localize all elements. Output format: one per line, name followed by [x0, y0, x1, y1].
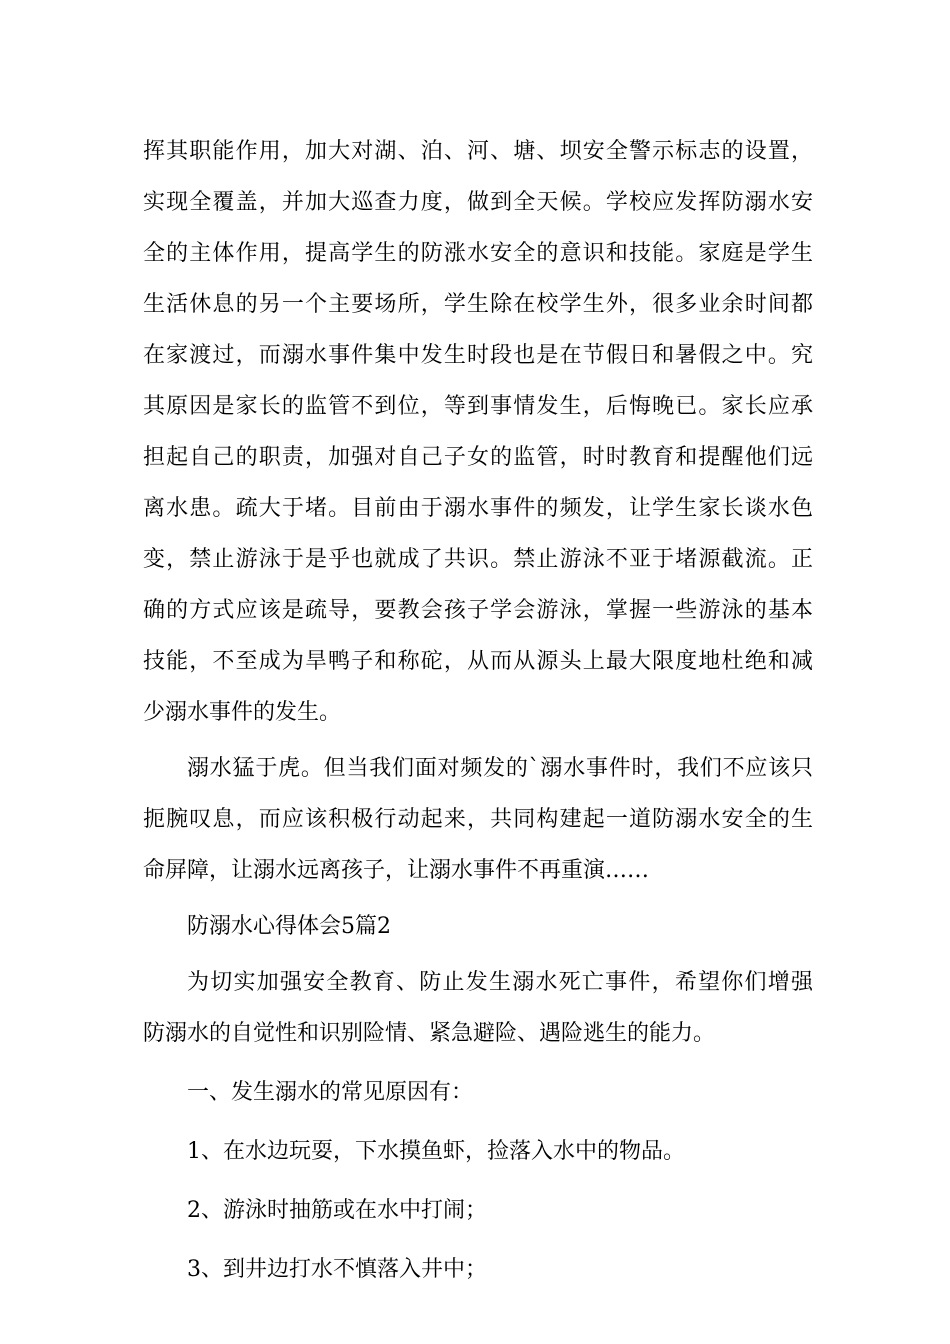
paragraph-line: 溺水猛于虎。但当我们面对频发的`溺水事件时，我们不应该只	[187, 756, 813, 781]
paragraph-line: 防溺水的自觉性和识别险情、紧急避险、遇险逃生的能力。	[143, 1021, 716, 1046]
list-item: 3、到井边打水不慎落入井中；	[187, 1257, 487, 1282]
paragraph-spacer	[143, 1177, 813, 1185]
paragraph-line: 生活休息的另一个主要场所，学生除在校学生外，很多业余时间都	[143, 292, 813, 317]
paragraph-line: 挥其职能作用，加大对湖、泊、河、塘、坝安全警示标志的设置，	[143, 139, 813, 164]
paragraph-line: 少溺水事件的发生。	[143, 700, 342, 725]
paragraph-line: 在家渡过，而溺水事件集中发生时段也是在节假日和暑假之中。究	[143, 343, 813, 368]
document-body	[143, 126, 813, 1295]
paragraph-spacer	[143, 1059, 813, 1067]
paragraph-spacer	[143, 1236, 813, 1244]
paragraph-line: 技能，不至成为旱鸭子和称砣，从而从源头上最大限度地杜绝和减	[143, 649, 813, 674]
paragraph-intro	[143, 957, 813, 1059]
paragraph-continued	[143, 126, 813, 738]
paragraph-line: 确的方式应该是疏导，要教会孩子学会游泳，掌握一些游泳的基本	[143, 598, 813, 623]
list-item: 1、在水边玩耍，下水摸鱼虾，捡落入水中的物品。	[187, 1139, 685, 1164]
paragraph-line: 为切实加强安全教育、防止发生溺水死亡事件，希望你们增强	[187, 970, 813, 995]
paragraph-line: 命屏障，让溺水远离孩子，让溺水事件不再重演……	[143, 858, 650, 883]
list-item: 2、游泳时抽筋或在水中打闹；	[187, 1198, 487, 1223]
list-heading: 一、发生溺水的常见原因有：	[187, 1080, 474, 1105]
paragraph-line: 扼腕叹息，而应该积极行动起来，共同构建起一道防溺水安全的生	[143, 807, 813, 832]
paragraph-line: 变，禁止游泳于是乎也就成了共识。禁止游泳不亚于堵源截流。正	[143, 547, 813, 572]
paragraph-line: 离水患。疏大于堵。目前由于溺水事件的频发，让学生家长谈水色	[143, 496, 813, 521]
paragraph-line: 其原因是家长的监管不到位，等到事情发生，后悔晚已。家长应承	[143, 394, 813, 419]
paragraph-line: 担起自己的职责，加强对自己子女的监管，时时教育和提醒他们远	[143, 445, 813, 470]
paragraph-line: 全的主体作用，提高学生的防涨水安全的意识和技能。家庭是学生	[143, 241, 813, 266]
section-title: 防溺水心得体会5篇2	[187, 914, 391, 939]
paragraph-line: 实现全覆盖，并加大巡查力度，做到全天候。学校应发挥防溺水安	[143, 190, 813, 215]
paragraph-spacer	[143, 1118, 813, 1126]
paragraph-conclusion	[143, 743, 813, 896]
